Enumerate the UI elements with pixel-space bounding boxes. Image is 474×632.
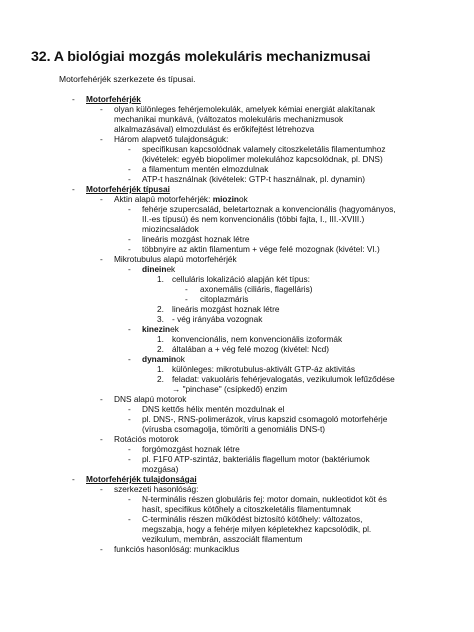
text-line: hasít, specifikus kötőhely a citoszkeletális filamentumnak xyxy=(142,504,351,514)
bullet-marker: - xyxy=(128,244,131,254)
term-miozin: miozin xyxy=(212,194,239,204)
term-suffix: ok xyxy=(176,354,185,364)
text-line xyxy=(142,264,175,274)
text-line: általában a + vég felé mozog (kivétel: Ncd) xyxy=(172,344,330,354)
bullet-marker: - xyxy=(128,454,131,464)
term-dinein: dinein xyxy=(142,264,167,274)
page-subtitle: Motorfehérjék szerkezete és típusai. xyxy=(59,74,196,84)
bullet-marker: - xyxy=(100,434,103,444)
bullet-marker: - xyxy=(128,514,131,524)
text-line: mechanikai munkává, (változatos molekuláris mechanizmusok xyxy=(114,114,344,124)
term-suffix: ok xyxy=(238,194,248,204)
text-line: lineáris mozgást hoznak létre xyxy=(142,234,250,244)
text-line: Mikrotubulus alapú motorfehérjék xyxy=(114,254,237,264)
list-number: 1. xyxy=(157,364,164,374)
bullet-marker: - xyxy=(72,94,75,104)
term-kinezin: kinezin xyxy=(142,324,171,334)
bullet-marker: - xyxy=(128,494,131,504)
page-title: 32. A biológiai mozgás molekuláris mechanizmusai xyxy=(31,49,371,65)
bullet-marker: - xyxy=(128,144,131,154)
text-line: pl. F1F0 ATP-szintáz, bakteriális flagellum motor (baktériumok xyxy=(142,454,370,464)
bullet-marker: - xyxy=(100,484,103,494)
term-suffix: ek xyxy=(166,264,176,274)
bullet-marker: - xyxy=(128,414,131,424)
text-line: (kivételek: egyéb biopolimer molekulához kapcsolódnak, pl. DNS) xyxy=(142,154,383,164)
text-line: megszabja, hogy a fehérje milyen képletekhez kapcsolódik, pl. xyxy=(142,524,372,534)
list-number: 2. xyxy=(157,374,164,384)
text-line: vezikulum, membrán, asszociált filamentum xyxy=(142,534,303,544)
text-line xyxy=(114,194,248,204)
bullet-marker: - xyxy=(128,354,131,364)
bullet-marker: - xyxy=(100,194,103,204)
text-line: N-terminális részen globuláris fej: motor domain, nukleotidot köt és xyxy=(142,494,387,504)
text-line: C-terminális részen működést biztosító kötőhely: változatos, xyxy=(142,514,363,524)
list-number: 2. xyxy=(157,344,164,354)
bullet-marker: - xyxy=(100,394,103,404)
text-line: konvencionális, nem konvencionális izoformák xyxy=(172,334,343,344)
text-line xyxy=(142,354,185,364)
text-line: fehérje szupercsalád, beletartoznak a konvencionális (hagyományos, xyxy=(142,204,396,214)
bullet-marker: - xyxy=(128,174,131,184)
text-line: - vég irányába vozognak xyxy=(172,314,263,324)
bullet-marker: - xyxy=(128,324,131,334)
text-line: olyan különleges fehérjemolekulák, amelyek kémiai energiát alakítanak xyxy=(114,104,376,114)
text-line: Három alapvető tulajdonságuk: xyxy=(114,134,229,144)
text-line: feladat: vakuoláris fehérjevalogatás, vezikulumok lefűződése xyxy=(172,374,395,384)
list-number: 1. xyxy=(157,334,164,344)
section-heading: Motorfehérjék tulajdonságai xyxy=(86,474,197,484)
text-line: mozgása) xyxy=(142,464,179,474)
text-line: pl. DNS-, RNS-polimerázok, vírus kapszid csomagoló motorfehérje xyxy=(142,414,388,424)
list-number: 1. xyxy=(157,274,164,284)
text-line: → "pinchase" (csípkedő) enzim xyxy=(172,384,288,394)
bullet-marker: - xyxy=(185,294,188,304)
text-line xyxy=(142,324,179,334)
bullet-marker: - xyxy=(100,254,103,264)
text-line: DNS kettős hélix mentén mozdulnak el xyxy=(142,404,285,414)
text-line: specifikusan kapcsolódnak valamely citoszkeletális filamentumhoz xyxy=(142,144,386,154)
term-dynamin: dynamin xyxy=(142,354,177,364)
bullet-marker: - xyxy=(72,474,75,484)
bullet-marker: - xyxy=(72,184,75,194)
text-line: citoplazmáris xyxy=(200,294,249,304)
text-line: szerkezeti hasonlóság: xyxy=(114,484,199,494)
section-heading: Motorfehérjék xyxy=(86,94,141,104)
text-span: Aktin alapú motorfehérjék: xyxy=(114,194,211,204)
bullet-marker: - xyxy=(128,204,131,214)
text-line: forgómozgást hoznak létre xyxy=(142,444,240,454)
bullet-marker: - xyxy=(185,284,188,294)
bullet-marker: - xyxy=(128,234,131,244)
bullet-marker: - xyxy=(128,264,131,274)
text-line: miozincsaládok xyxy=(142,224,199,234)
text-line: axonemális (ciliáris, flagelláris) xyxy=(200,284,313,294)
section-heading: Motorfehérjék típusai xyxy=(86,184,170,194)
bullet-marker: - xyxy=(128,404,131,414)
bullet-marker: - xyxy=(100,544,103,554)
text-line: többnyire az aktin filamentum + vége felé mozognak (kivétel: VI.) xyxy=(142,244,380,254)
term-suffix: ek xyxy=(170,324,179,334)
text-line: különleges: mikrotubulus-aktivált GTP-áz aktivitás xyxy=(172,364,356,374)
text-line: a filamentum mentén elmozdulnak xyxy=(142,164,269,174)
list-number: 2. xyxy=(157,304,164,314)
text-line: funkciós hasonlóság: munkaciklus xyxy=(114,544,240,554)
bullet-marker: - xyxy=(100,104,103,114)
text-line: Rotációs motorok xyxy=(114,434,179,444)
text-line: ATP-t használnak (kivételek: GTP-t használnak, pl. dynamin) xyxy=(142,174,366,184)
bullet-marker: - xyxy=(128,444,131,454)
text-line: DNS alapú motorok xyxy=(114,394,187,404)
text-line: celluláris lokalizáció alapján két típus: xyxy=(172,274,310,284)
bullet-marker: - xyxy=(100,134,103,144)
text-line: alkalmazásával) elmozdulást és erőkifejtést létrehozva xyxy=(114,124,315,134)
text-line: lineáris mozgást hoznak létre xyxy=(172,304,280,314)
text-line: II.-es típusú) és nem konvencionális (többi fajta, I., III.-XVIII.) xyxy=(142,214,365,224)
list-number: 3. xyxy=(157,314,164,324)
text-line: (vírusba csomagolja, tömöríti a genomiális DNS-t) xyxy=(142,424,326,434)
bullet-marker: - xyxy=(128,164,131,174)
